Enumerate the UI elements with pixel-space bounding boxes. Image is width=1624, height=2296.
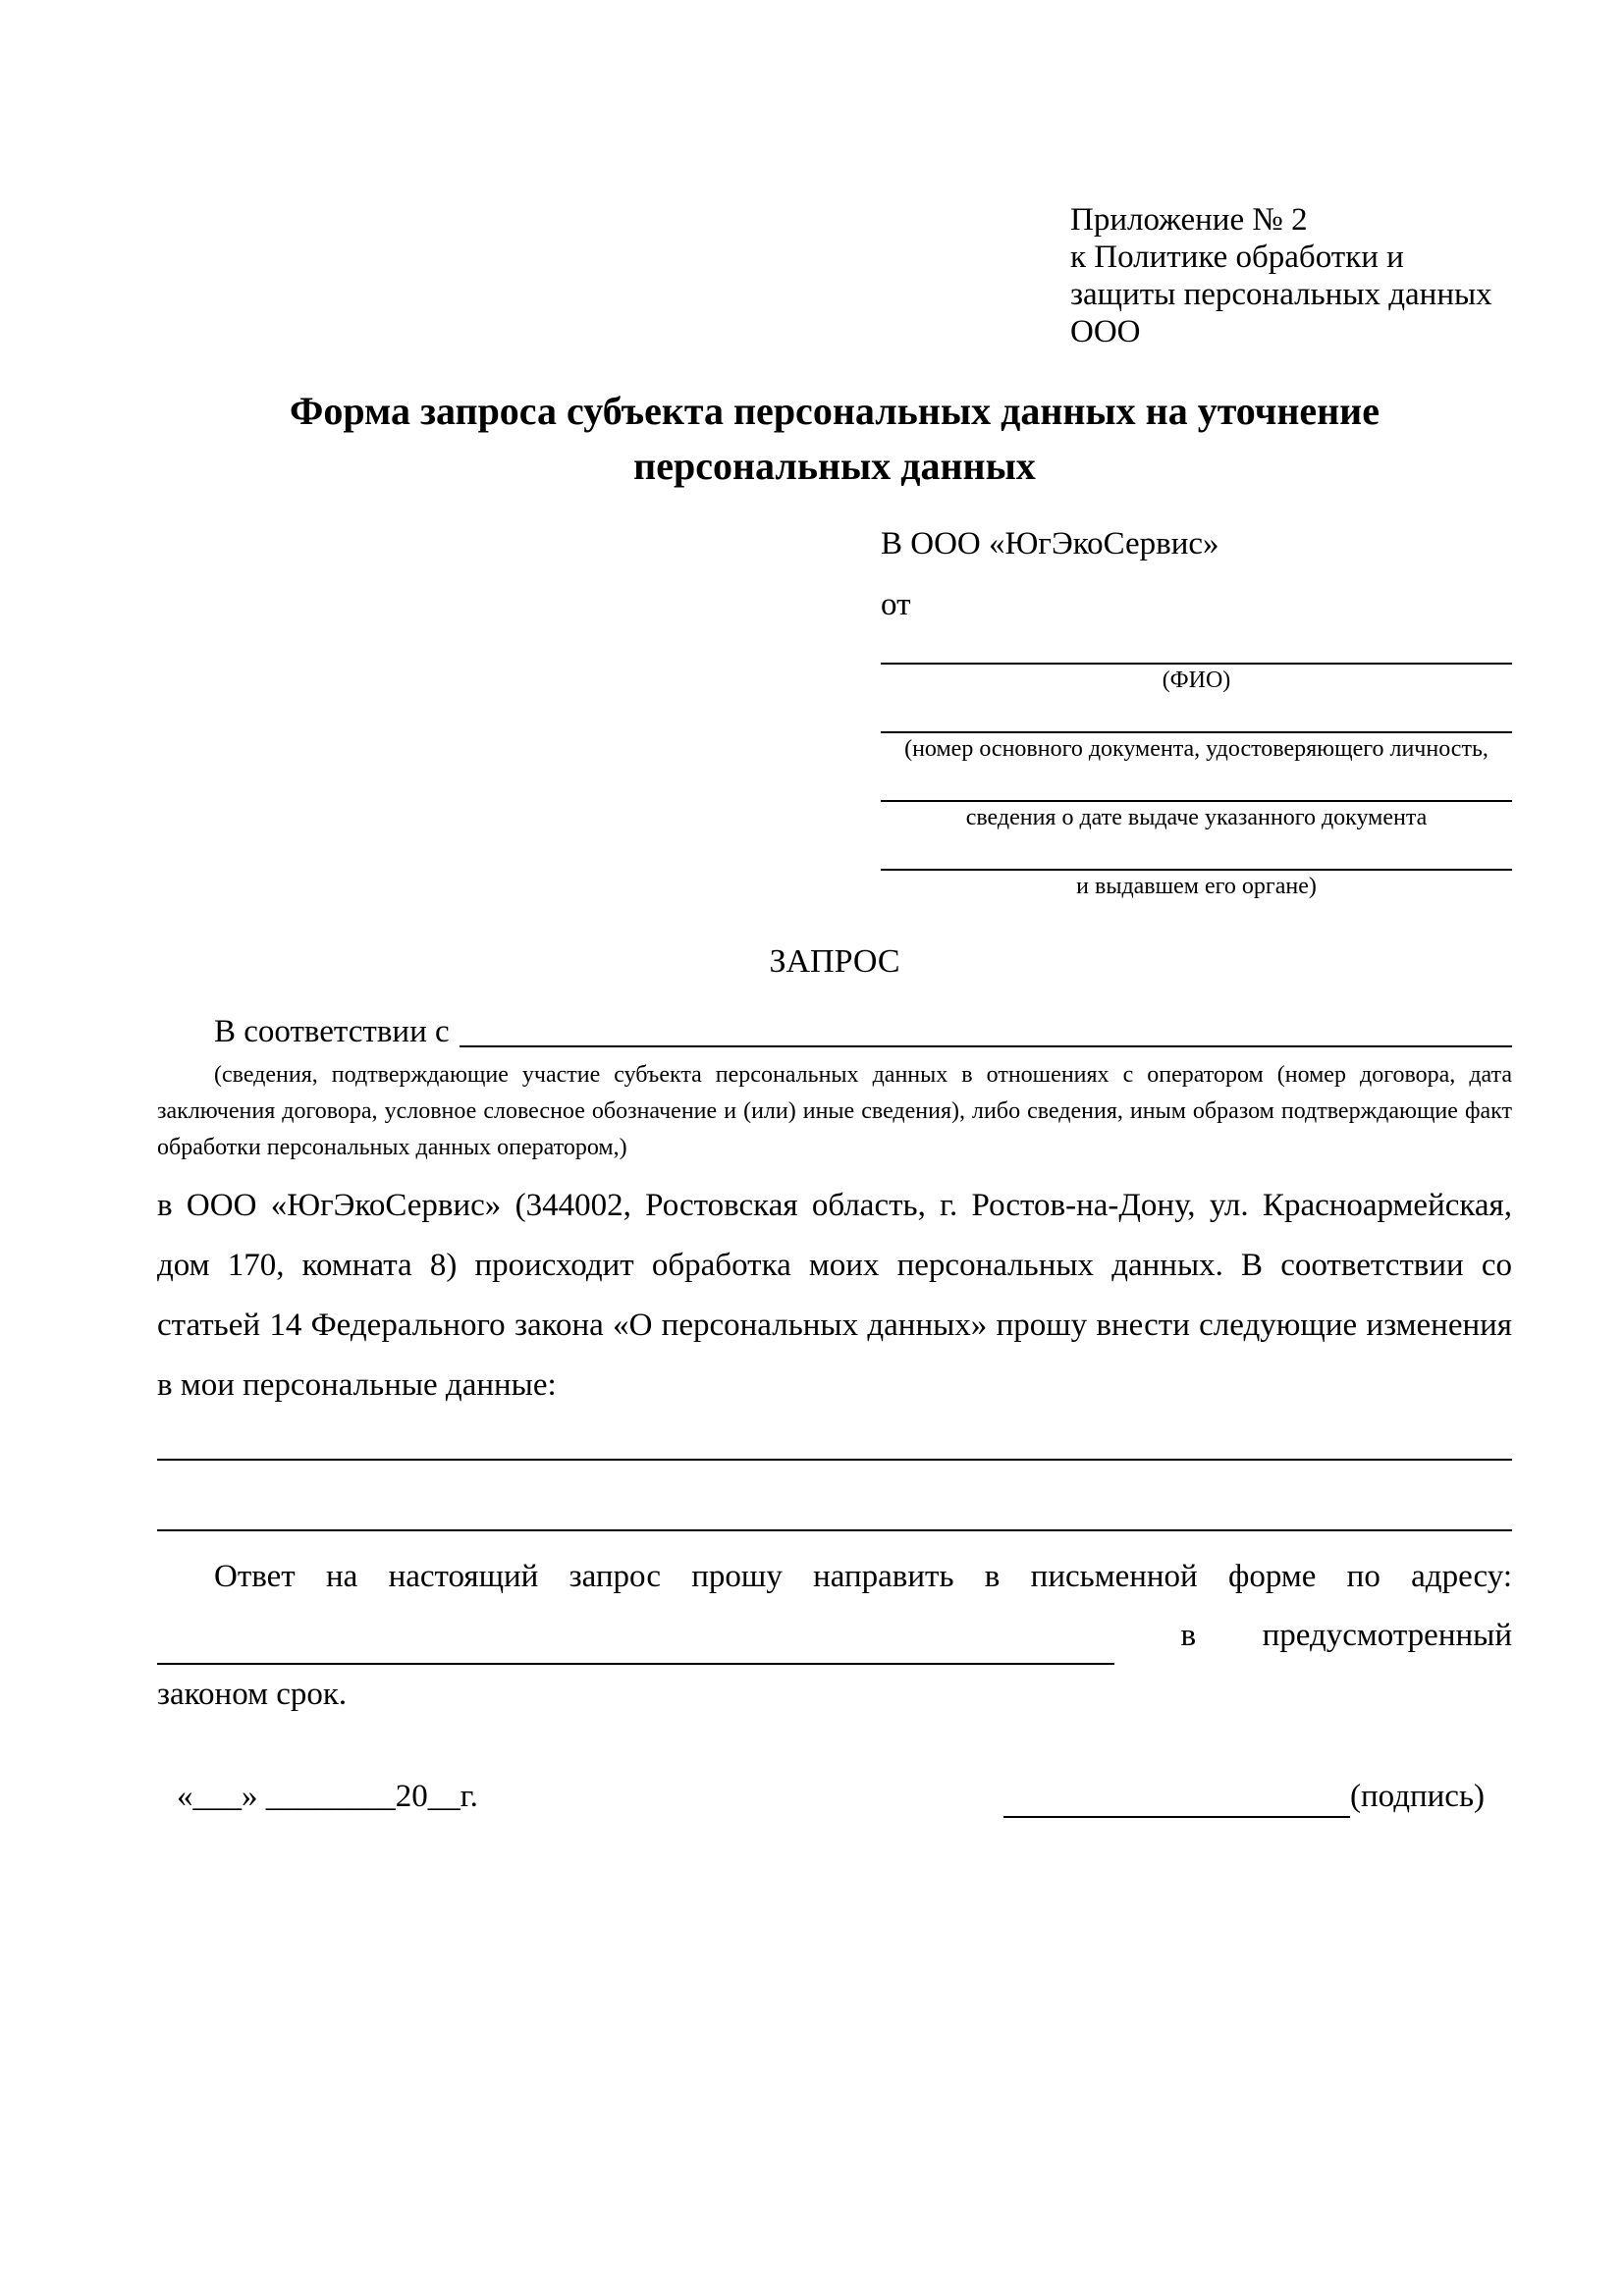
- issue-date-fill-in-line: [881, 763, 1512, 802]
- appendix-note-line: ООО: [1070, 314, 1141, 349]
- form-field-fio: [881, 625, 1512, 694]
- request-heading: ЗАПРОС: [769, 943, 900, 980]
- answer-word: в: [1180, 1618, 1197, 1653]
- signature-line: [1003, 1777, 1350, 1818]
- accordance-footnote: (сведения, подтверждающие участие субъекта персональных данных в отношениях с оператором (номер договора, дата заключения договора, условное словесное обозначение и (или) иные сведения), либо сведения, иным образом подтверждающие факт обработки персональных данных оператором,): [157, 1062, 1512, 1160]
- field-caption: (ФИО): [1162, 667, 1231, 693]
- signature-caption: (подпись): [1350, 1779, 1485, 1814]
- appendix-note: [1070, 201, 1512, 350]
- appendix-note-line: защиты персональных данных: [1070, 277, 1492, 312]
- address-fill-line: [157, 1616, 1114, 1665]
- appendix-note-line: к Политике обработки и: [1070, 240, 1404, 275]
- document-title-line: персональных данных: [633, 444, 1036, 488]
- accordance-lead: В соответствии с: [214, 1014, 450, 1049]
- answer-paragraph: [157, 1547, 1512, 1724]
- signature-group: [1003, 1775, 1485, 1818]
- issuing-authority-fill-in-line: [881, 831, 1512, 871]
- answer-word: предусмотренный: [1262, 1618, 1512, 1653]
- form-field-issuing-authority: [881, 831, 1512, 900]
- form-field-document-number: [881, 694, 1512, 763]
- field-caption: (номер основного документа, удостоверяющего личность,: [904, 736, 1489, 762]
- blank-write-line-1: [157, 1459, 1512, 1461]
- appendix-note-line: Приложение № 2: [1070, 202, 1308, 238]
- accordance-line: [157, 1010, 1512, 1053]
- recipient-to: В ООО «ЮгЭкоСервис»: [881, 526, 1219, 561]
- recipient-from-label: от: [881, 587, 911, 622]
- date-line: «___» ________20__г.: [177, 1779, 478, 1814]
- document-title-line: Форма запроса субъекта персональных данных на уточнение: [290, 389, 1380, 433]
- form-field-issue-date: [881, 763, 1512, 831]
- fio-fill-in-line: [881, 625, 1512, 665]
- date-signature-row: [157, 1775, 1512, 1818]
- document-number-fill-in-line: [881, 694, 1512, 733]
- blank-write-line-2: [157, 1529, 1512, 1531]
- field-caption: и выдавшем его органе): [1076, 874, 1317, 899]
- accordance-fill-line: [460, 1010, 1512, 1047]
- field-caption: сведения о дате выдаче указанного документа: [965, 805, 1428, 830]
- body-paragraph: в ООО «ЮгЭкоСервис» (344002, Ростовская область, г. Ростов-на-Дону, ул. Красноармейская, дом 170, комната 8) происходит обработка моих персональных данных. В соответствии со статьей 14 Федерального закона «О персональных данных» прошу внести следующие изменения в мои персональные данные:: [157, 1188, 1512, 1403]
- answer-closing: законом срок.: [157, 1677, 348, 1712]
- document-title: [157, 384, 1512, 494]
- answer-address-row: [157, 1606, 1512, 1665]
- answer-request-line: Ответ на настоящий запрос прошу направить в письменной форме по адресу:: [214, 1559, 1512, 1594]
- recipient-block: [881, 523, 1512, 900]
